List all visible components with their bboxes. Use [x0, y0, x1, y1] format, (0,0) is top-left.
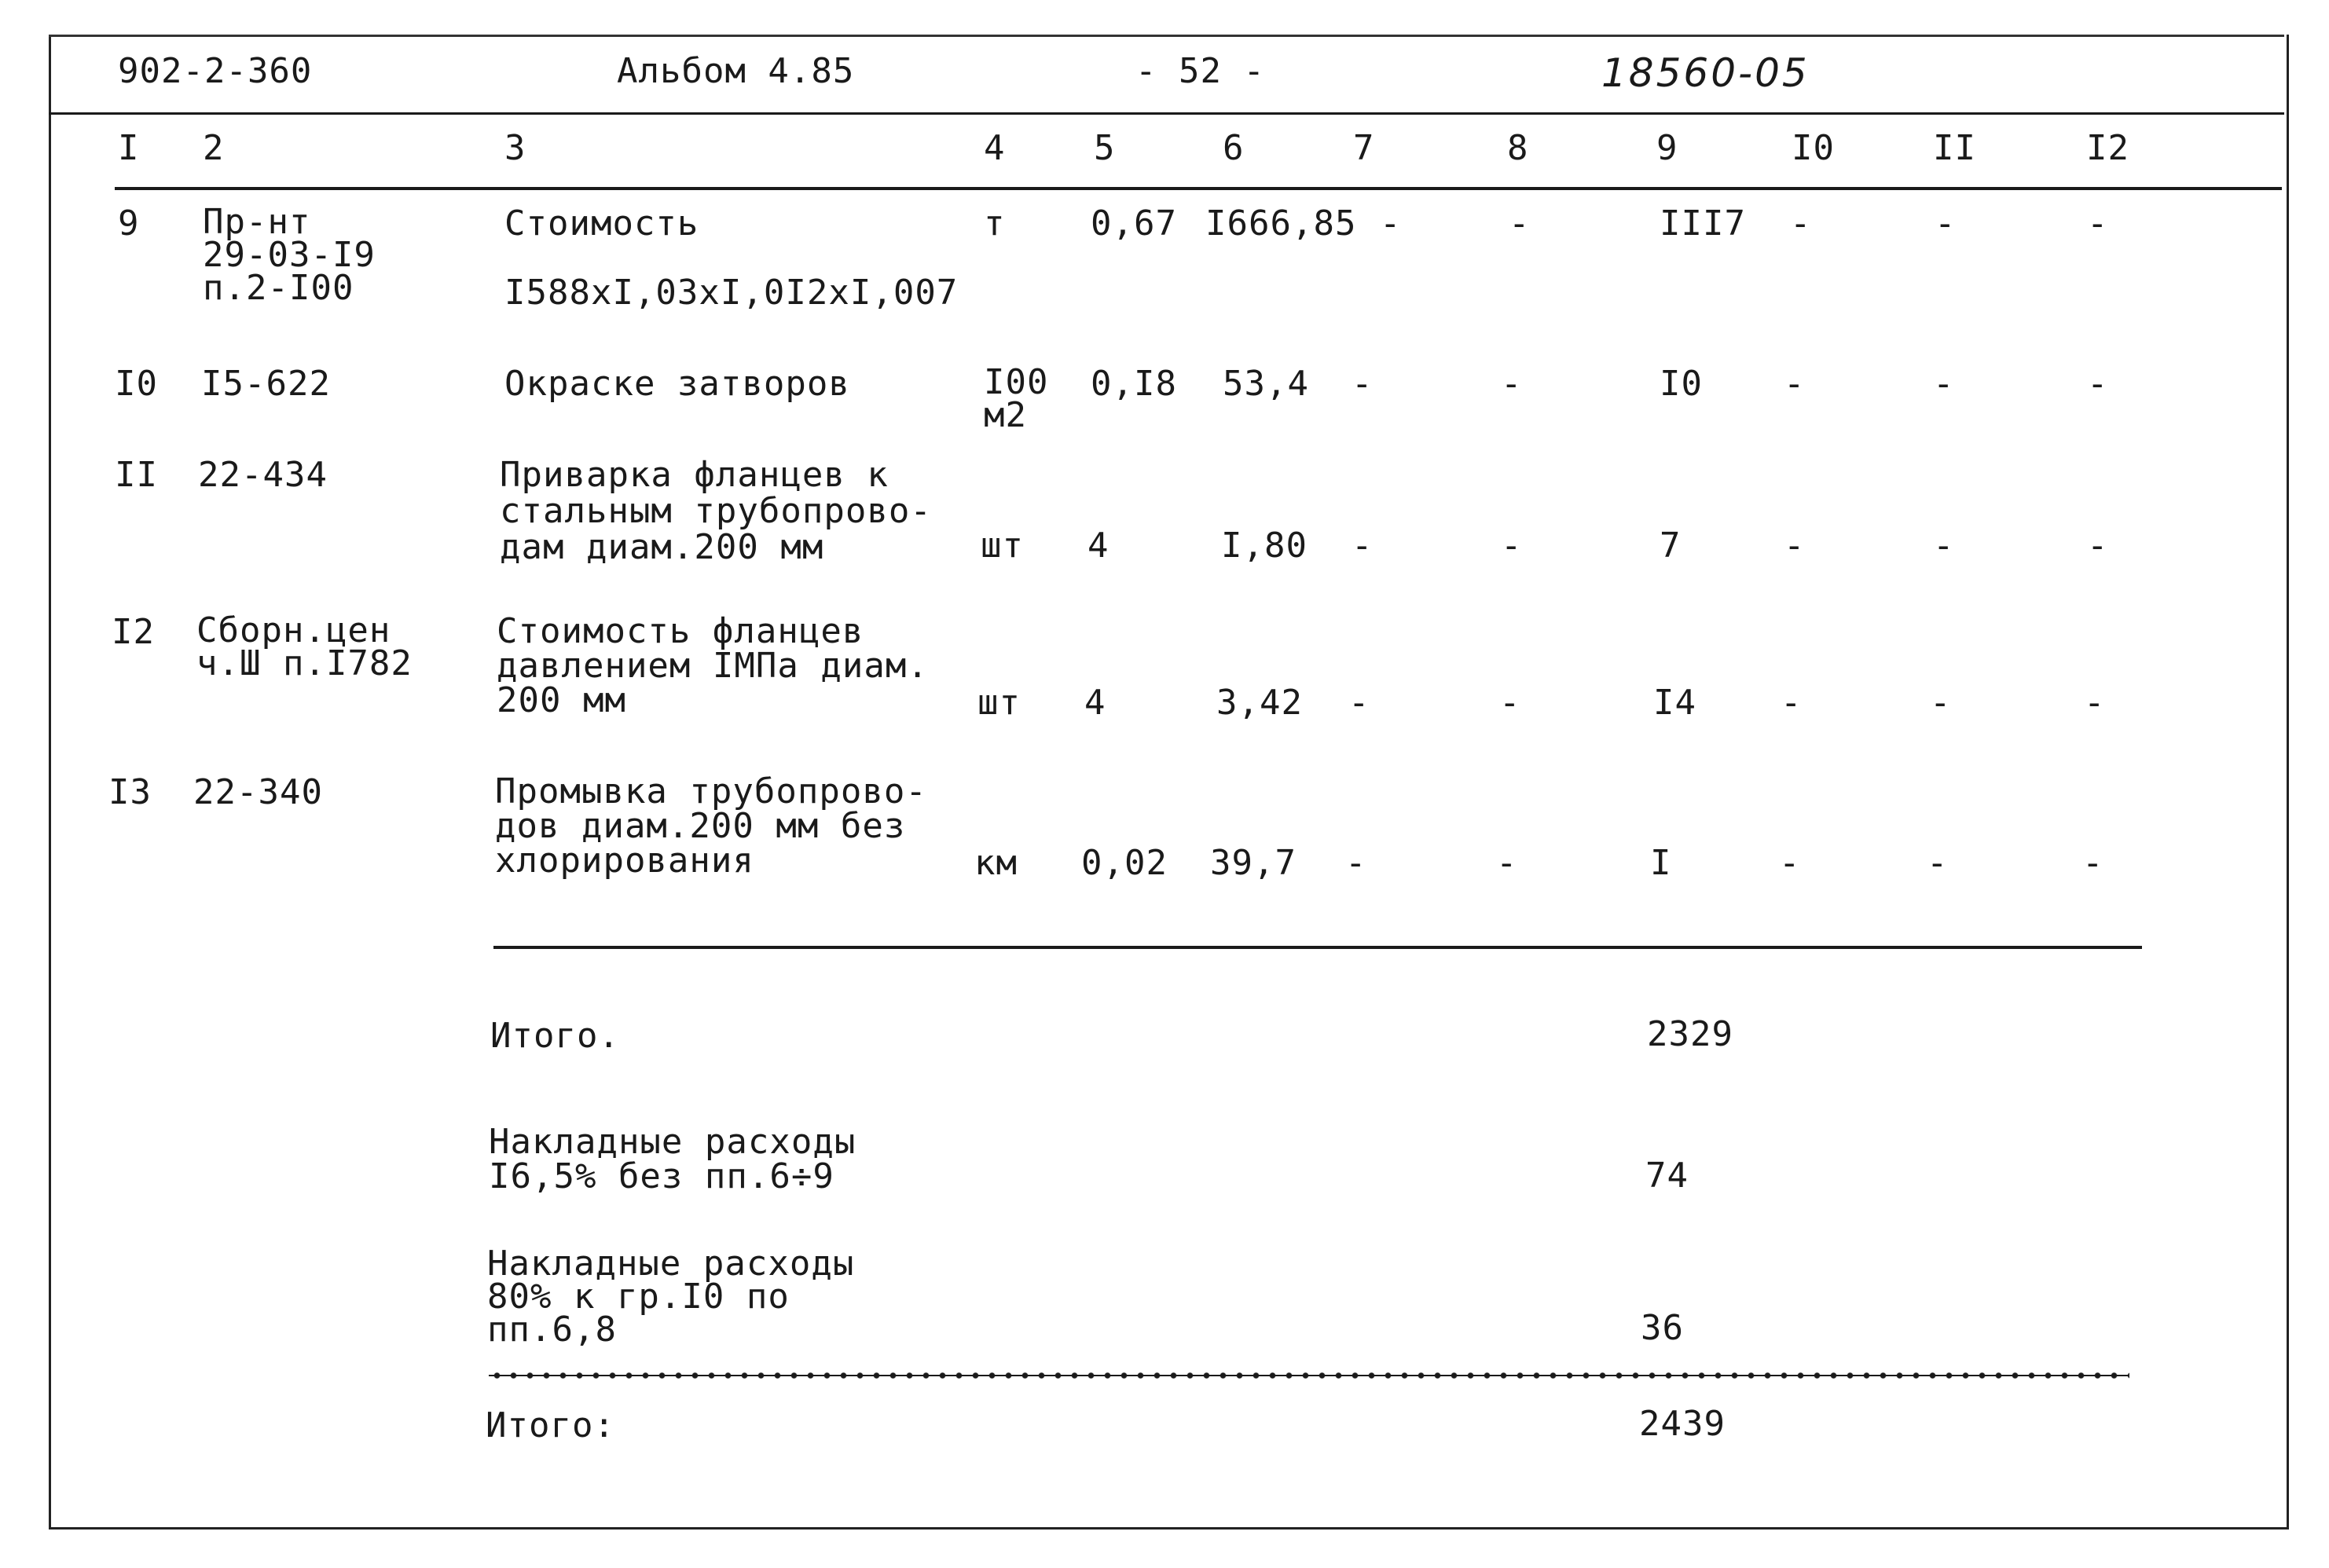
row-col7: - — [1352, 526, 1374, 566]
row-description: Промывка трубопрово- дов диам.200 мм без хлорирования — [495, 771, 927, 881]
row-col8: - — [1509, 203, 1531, 244]
row-code: Сборн.цен ч.Ш п.I782 — [196, 610, 413, 683]
row-unit: шт — [981, 526, 1024, 566]
row-col12: - — [2084, 683, 2106, 723]
row-description: Приварка фланцев к стальным трубопрово- дам диам.200 мм — [500, 455, 932, 567]
row-col12: - — [2087, 526, 2109, 566]
total-value: 2329 — [1647, 1014, 1733, 1054]
album-number: Альбом 4.85 — [617, 51, 855, 91]
row-quantity: 0,02 — [1081, 843, 1168, 883]
row-total: I4 — [1653, 683, 1696, 723]
row-unit: шт — [977, 683, 1021, 723]
row-col11: - — [1933, 364, 1955, 404]
total-label: Накладные расходы I6,5% без пп.6÷9 — [489, 1122, 856, 1196]
grand-total-label: Итого: — [486, 1405, 615, 1445]
row-number: I0 — [115, 364, 158, 404]
row-total: I0 — [1660, 364, 1703, 404]
document-number: 18560-05 — [1601, 50, 1810, 96]
row-code: Пр-нт 29-03-I9 п.2-I00 — [203, 202, 376, 308]
row-total: 7 — [1660, 526, 1682, 566]
row-col8: - — [1501, 526, 1523, 566]
column-number: 6 — [1223, 128, 1245, 168]
row-number: I2 — [112, 612, 155, 652]
row-col8: - — [1501, 364, 1523, 404]
row-code: 22-434 — [198, 455, 328, 495]
row-unit: I00 м2 — [984, 362, 1049, 435]
grand-total-value: 2439 — [1639, 1404, 1726, 1444]
header-divider — [49, 112, 2284, 115]
row-col11: - — [1927, 843, 1949, 883]
total-label: Итого. — [490, 1016, 620, 1056]
row-col10: - — [1790, 203, 1812, 244]
column-number: 3 — [504, 128, 526, 168]
column-number: I0 — [1792, 128, 1835, 168]
total-value: 36 — [1641, 1308, 1684, 1348]
row-unit-price: I,80 — [1221, 526, 1308, 566]
row-number: II — [115, 455, 158, 495]
page-number: - 52 - — [1135, 51, 1265, 91]
row-col10: - — [1784, 364, 1806, 404]
column-number: I — [118, 128, 140, 168]
row-description: Стоимость — [504, 203, 699, 244]
row-total: I — [1650, 843, 1672, 883]
row-calculation: I588xI,03xI,0I2xI,007 — [504, 273, 959, 313]
row-description: Стоимость фланцев давлением IМПа диам. 200 мм — [497, 611, 929, 720]
row-col7: - — [1348, 683, 1370, 723]
row-col7: - — [1352, 364, 1374, 404]
row-number: I3 — [108, 772, 152, 812]
row-unit-price: I666,85 — [1205, 203, 1357, 244]
row-description: Окраске затворов — [504, 364, 850, 404]
row-col10: - — [1781, 683, 1803, 723]
column-number: 2 — [203, 128, 225, 168]
row-code: 22-340 — [193, 772, 323, 812]
row-unit: км — [974, 843, 1018, 883]
row-unit-price: 39,7 — [1210, 843, 1297, 883]
row-quantity: 0,67 — [1091, 203, 1177, 244]
row-col7: - — [1380, 203, 1402, 244]
column-number: 7 — [1353, 128, 1375, 168]
row-quantity: 0,I8 — [1091, 364, 1177, 404]
row-col10: - — [1784, 526, 1806, 566]
row-number: 9 — [118, 203, 140, 244]
column-number: 4 — [984, 128, 1006, 168]
row-col11: - — [1933, 526, 1955, 566]
row-col12: - — [2087, 203, 2109, 244]
column-number: 9 — [1656, 128, 1678, 168]
row-total: III7 — [1660, 203, 1746, 244]
row-col7: - — [1345, 843, 1367, 883]
total-value: 74 — [1645, 1156, 1689, 1196]
row-col10: - — [1779, 843, 1801, 883]
row-col12: - — [2082, 843, 2104, 883]
total-label: Накладные расходы 80% к гр.I0 по пп.6,8 — [487, 1244, 855, 1350]
row-col8: - — [1496, 843, 1518, 883]
row-col12: - — [2087, 364, 2109, 404]
column-number: 8 — [1507, 128, 1529, 168]
summary-divider — [493, 946, 2142, 949]
row-unit-price: 3,42 — [1216, 683, 1303, 723]
grand-total-divider — [489, 1372, 2129, 1379]
row-col11: - — [1935, 203, 1957, 244]
row-unit: т — [984, 203, 1006, 244]
row-unit-price: 53,4 — [1223, 364, 1309, 404]
row-quantity: 4 — [1087, 526, 1109, 566]
row-code: I5-622 — [201, 364, 331, 404]
row-quantity: 4 — [1084, 683, 1106, 723]
page-frame — [49, 35, 2289, 1530]
column-number: 5 — [1094, 128, 1116, 168]
column-header-divider — [115, 187, 2282, 190]
column-number: I2 — [2086, 128, 2129, 168]
column-number: II — [1933, 128, 1976, 168]
row-col11: - — [1930, 683, 1952, 723]
project-number: 902-2-360 — [118, 51, 313, 91]
row-col8: - — [1499, 683, 1521, 723]
page-frame-top — [49, 35, 2284, 37]
